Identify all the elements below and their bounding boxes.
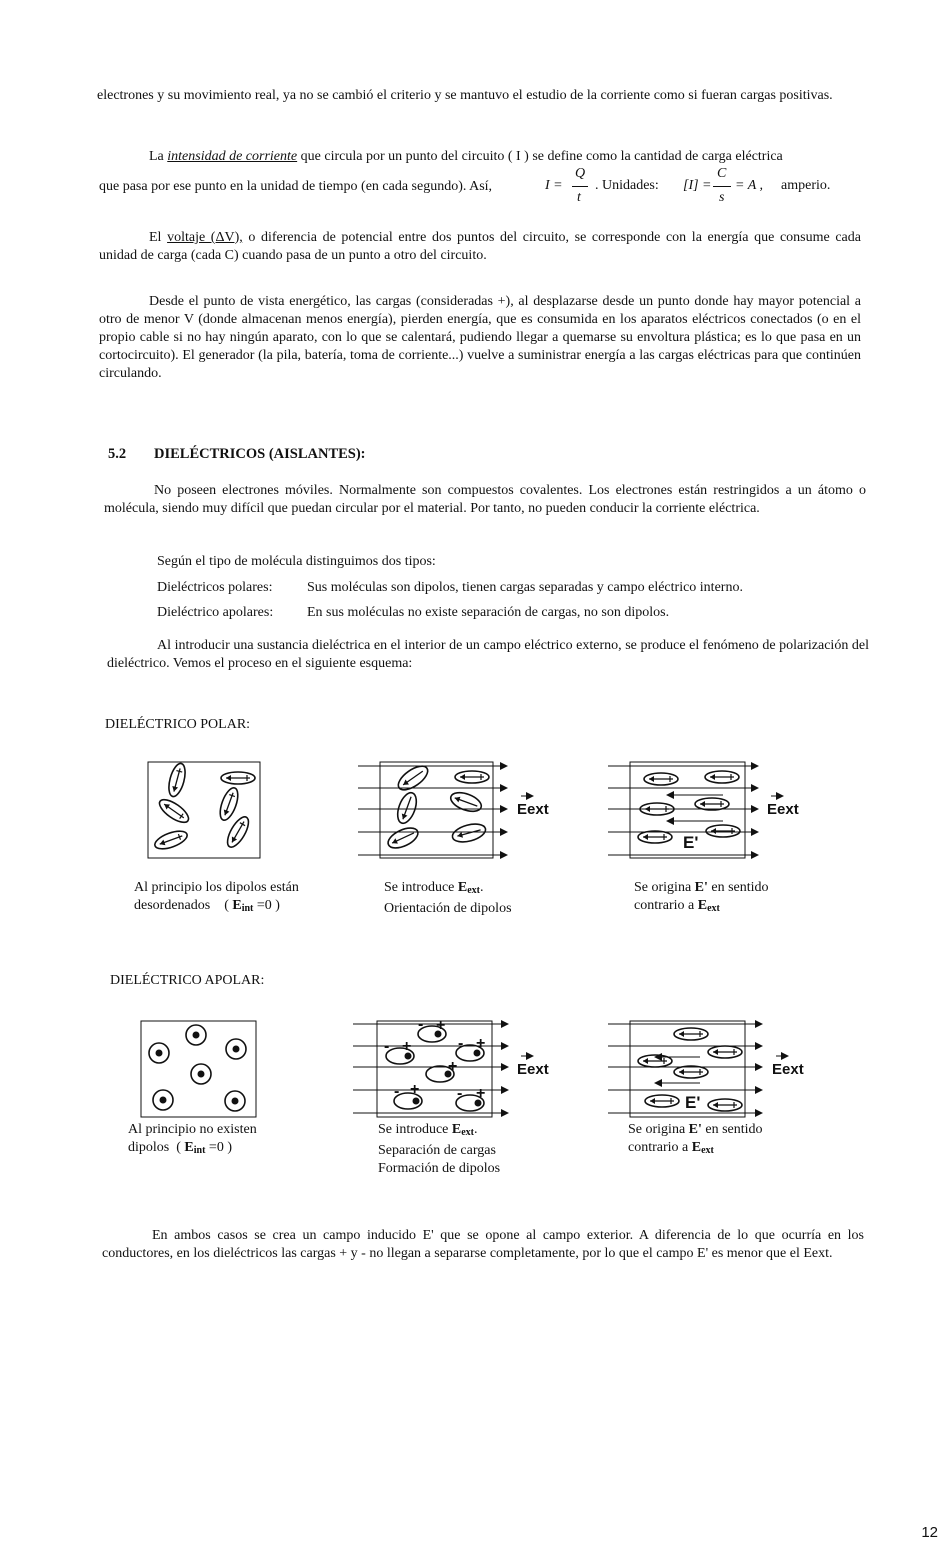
polar-diagram-oriented — [355, 758, 555, 863]
paragraph-intro: electrones y su movimiento real, ya no se cambió el criterio y se mantuvo el estudio de la corriente como si fueran cargas positivas. — [97, 88, 833, 103]
section-title: DIELÉCTRICOS (AISLANTES): — [154, 446, 366, 462]
tipo-apolar-name: Dieléctrico apolares: — [157, 605, 274, 620]
svg-text:+: + — [402, 1038, 412, 1055]
paragraph-energetico: Desde el punto de vista energético, las cargas (consideradas +), al desplazarse desde un punto donde hay mayor potencial a otro de menor V (donde almacenan menos energía), pierden energía, que es consumida en los aparatos eléctricos conectados (o en el propio cable si no hay ningún aparato, con lo que se calentará, pudiendo llegar a quemarse su envoltura plástica; es lo que pasa en un cortocircuito). El generador (la pila, batería, toma de corriente...) vuelve a suministrar energía a las cargas eléctricas para que continúen circulando. — [99, 294, 861, 381]
page-number: 12 — [921, 1524, 938, 1541]
eext-label: Eext — [517, 801, 549, 818]
apolar-caption-1: Al principio no existen dipolos ( $E_{int} =0$ ) — [128, 1122, 257, 1156]
polar-title: DIELÉCTRICO POLAR: — [105, 717, 251, 732]
svg-text:-: - — [418, 1016, 424, 1033]
polar-caption-3: Se origina E' en sentido contrario a $E_{ext}$ — [634, 880, 769, 914]
paragraph-dielectricos: No poseen electrones móviles. Normalmente son compuestos covalentes. Los electrones están restringidos a un átomo o molécula, siendo muy difícil que puedan circular por el material. Por tanto, no pueden conducir la corriente eléctrica. — [104, 483, 866, 516]
tipo-polar-name: Dieléctricos polares: — [157, 580, 273, 595]
svg-text:+: + — [448, 1058, 458, 1075]
svg-text:+: + — [410, 1081, 420, 1098]
polar-diagram-disordered — [140, 758, 270, 863]
apolar-title: DIELÉCTRICO APOLAR: — [110, 973, 265, 988]
paragraph-intensidad-line2: que pasa por ese punto en la unidad de tiempo (en cada segundo). Así, — [99, 179, 493, 194]
eprime-label: E' — [683, 833, 699, 852]
paragraph-conclusion: En ambos casos se crea un campo inducido E' que se opone al campo exterior. A diferencia de lo que ocurría en los conductores, en los dieléctricos las cargas + y - no llegan a separarse completamente, por lo que el campo E' es menor que el Eext. — [102, 1228, 864, 1261]
term-voltaje: voltaje (ΔV), — [167, 230, 243, 245]
dipole — [221, 772, 255, 784]
svg-text:-: - — [394, 1083, 400, 1100]
paragraph-polarizacion: Al introducir una sustancia dieléctrica en el interior de un campo eléctrico externo, se produce el fenómeno de polarización del dieléctrico. Vemos el proceso en el siguiente esquema: — [107, 638, 869, 671]
polar-diagram-induced — [605, 758, 805, 863]
apolar-diagram-separation — [350, 1016, 555, 1121]
eext-label: Eext — [772, 1061, 804, 1078]
svg-text:-: - — [458, 1035, 464, 1052]
svg-text:+: + — [436, 1017, 446, 1034]
dipole — [217, 786, 242, 823]
dipole — [153, 828, 190, 853]
tipos-intro: Según el tipo de molécula distinguimos dos tipos: — [157, 554, 436, 569]
section-heading — [108, 446, 366, 463]
apolar-diagram-induced — [605, 1016, 810, 1121]
svg-text:-: - — [457, 1085, 463, 1102]
polar-caption-2: Se introduce $E_{ext}$. Orientación de dipolos — [384, 880, 512, 916]
dipole — [166, 762, 188, 798]
dipole — [156, 796, 192, 827]
eprime-label: E' — [685, 1093, 701, 1112]
apolar-caption-2: Se introduce $E_{ext}$. Separación de cargas Formación de dipolos — [378, 1122, 501, 1176]
term-intensidad: intensidad de corriente — [167, 149, 298, 164]
tipo-polar-desc: Sus moléculas son dipolos, tienen cargas separadas y campo eléctrico interno. — [307, 580, 743, 595]
tipo-apolar-desc: En sus moléculas no existe separación de cargas, no son dipolos. — [307, 605, 670, 620]
svg-text:+: + — [476, 1085, 486, 1102]
paragraph-voltaje: El voltaje (ΔV), o diferencia de potencial entre dos puntos del circuito, se corresponde con la energía que consume cada unidad de carga (cada C) cuando pasa de un punto a otro del circuito. — [99, 230, 861, 263]
paragraph-intensidad: La intensidad de corriente que circula por un punto del circuito ( I ) se define como la cantidad de carga eléctrica — [149, 149, 783, 164]
svg-text:-: - — [384, 1038, 390, 1055]
eext-label: Eext — [767, 801, 799, 818]
svg-text:+: + — [476, 1035, 486, 1052]
apolar-caption-3: Se origina E' en sentido contrario a $E_{ext}$ — [628, 1122, 763, 1156]
section-number: 5.2 — [108, 446, 127, 462]
eext-label: Eext — [517, 1061, 549, 1078]
apolar-diagram-neutral — [135, 1016, 265, 1121]
polar-caption-1: Al principio los dipolos están desordenados ( $E_{int} =0$ ) — [134, 880, 299, 914]
